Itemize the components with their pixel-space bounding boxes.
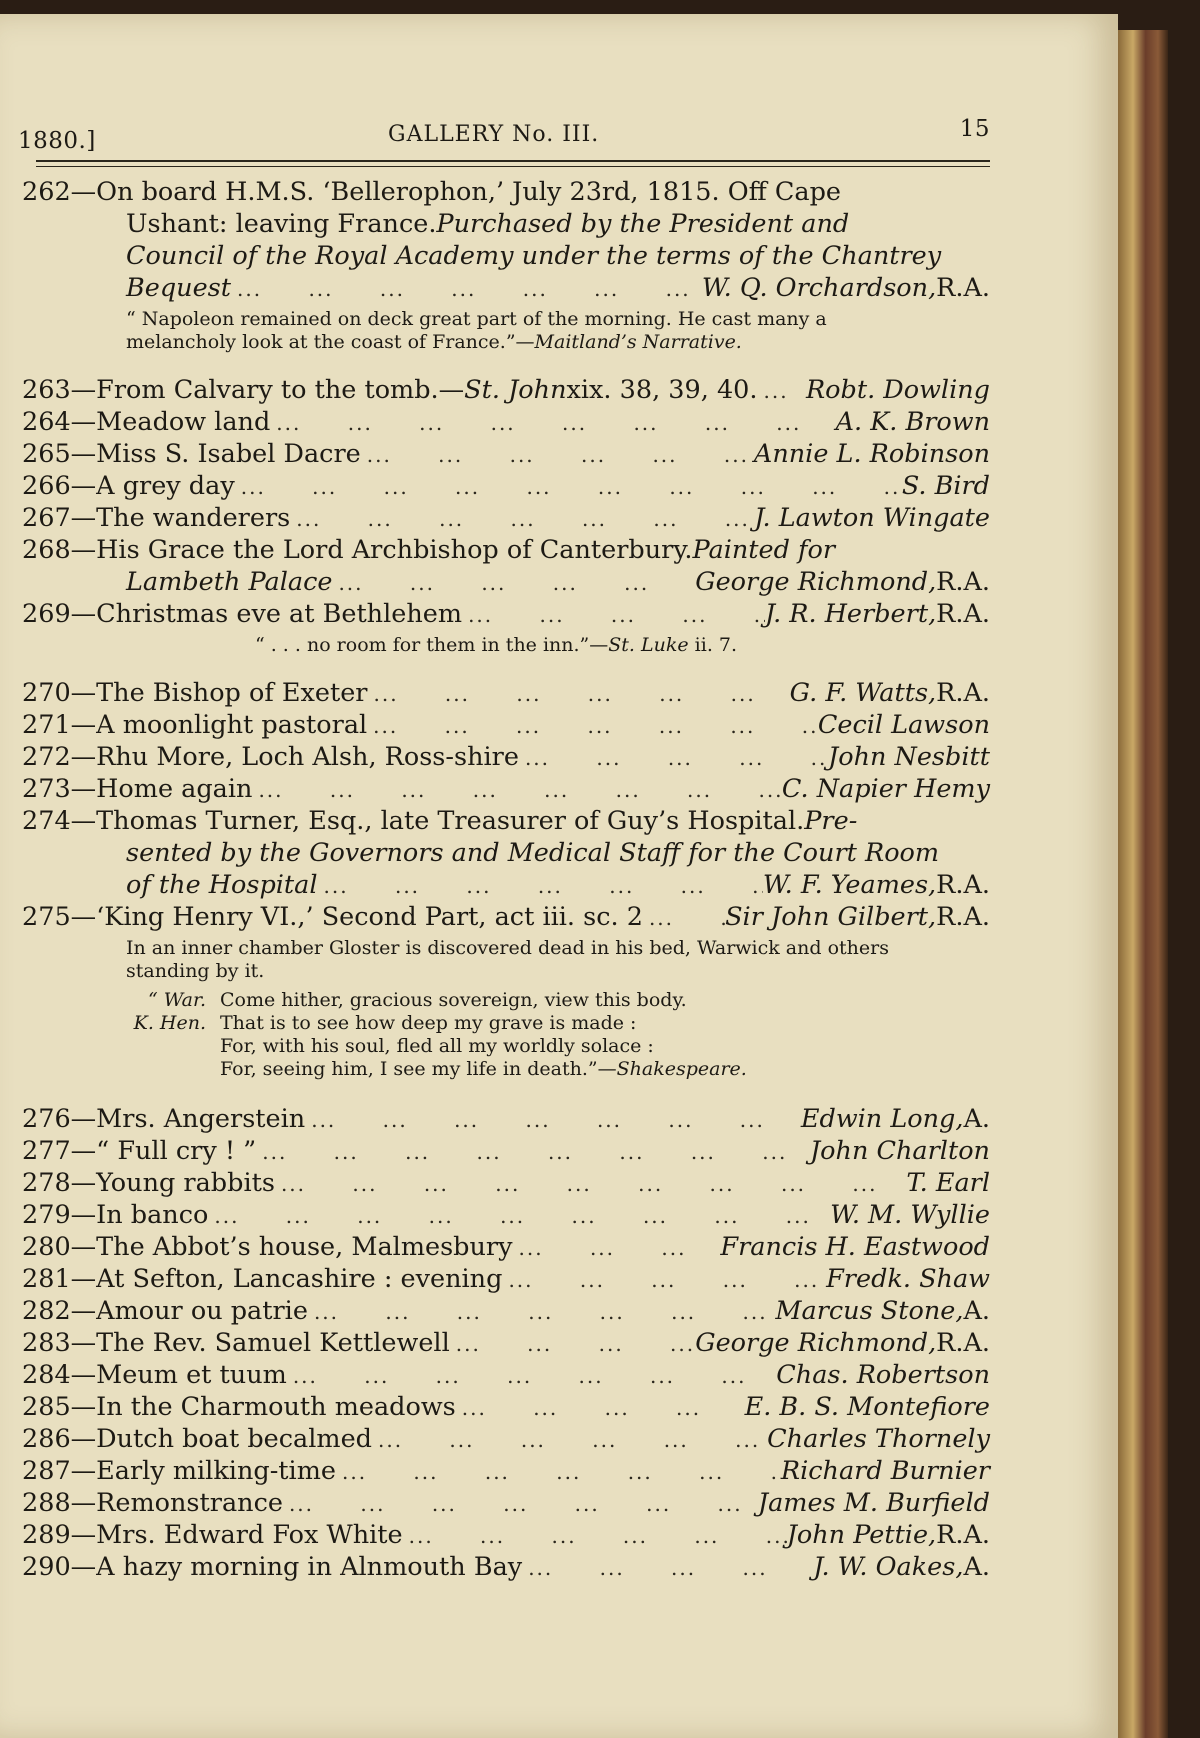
dot-leader [208,1200,830,1232]
entry-title: 270—The Bishop of Exeter [22,678,368,708]
entry-title: 275—‘King Henry VI.,’ Second Part, act iii. sc. 2 [22,902,643,932]
artist-honour: R.A. [936,902,990,932]
entry-title-italic: Lambeth Palace [126,567,333,597]
catalogue-entry [22,1135,990,1167]
entry-title: 273—Home again [22,774,253,804]
artist-name: Richard Burnier [780,1456,990,1486]
artist-name: James M. Burfield [757,1488,990,1518]
dot-leader [332,567,695,599]
entry-title: 272—Rhu More, Loch Alsh, Ross-shire [22,742,519,772]
note-text: “ Napoleon remained on deck great part of the morning. He cast many a melancholy look at the coast of France.”— [126,308,827,353]
page-header [18,110,990,154]
catalogue-entry [22,502,990,534]
entry-title-italic: sented by the Governors and Medical Staff for the Court Room [126,838,940,868]
entry-title: 285—In the Charmouth meadows [22,1392,456,1422]
artist-name: W. Q. Orchardson, [701,273,937,303]
entry-line [22,773,990,805]
dot-leader [403,1520,787,1552]
dot-leader [450,1328,695,1360]
entry-line [22,1199,990,1231]
entry-line [22,438,990,470]
catalogue-entry [22,1487,990,1519]
catalogue-entry [22,176,990,354]
entry-line [22,534,990,566]
entry-note [22,937,990,983]
entry-title-italic: of the Hospital [126,870,318,900]
verse-line [22,1035,990,1058]
artist-name: Annie L. Robinson [753,439,990,469]
verse-line [22,1058,990,1081]
catalogue-entry [22,1359,990,1391]
entry-line [22,1487,990,1519]
artist-honour: A. [963,1552,990,1582]
entry-note [22,634,990,657]
entry-title: 279—In banco [22,1200,209,1230]
artist-name: Sir John Gilbert, [725,902,937,932]
dot-leader [513,1232,721,1264]
entry-line [22,470,990,502]
entry-line [22,1455,990,1487]
entry-title: 271—A moonlight pastoral [22,710,368,740]
entry-line [22,598,990,630]
book-edge [1118,30,1168,1738]
entry-spacer [22,360,990,374]
catalogue-entry [22,805,990,901]
entry-line [22,1103,990,1135]
entry-line [22,1167,990,1199]
artist-honour: R.A. [936,678,990,708]
entry-title: 282—Amour ou patrie [22,1296,308,1326]
entry-title-italic: Council of the Royal Academy under the terms of the Chantrey [126,241,942,271]
entry-line [22,1519,990,1551]
dot-leader [287,1360,776,1392]
entry-line [22,1327,990,1359]
entry-line [22,741,990,773]
artist-name: A. K. Brown [835,407,990,437]
entry-title: 277—“ Full cry ! ” [22,1136,257,1166]
entry-line [22,1263,990,1295]
entry-title: 263—From Calvary to the tomb.— [22,375,465,405]
entry-line [22,677,990,709]
catalogue-entry [22,438,990,470]
dot-leader [231,273,702,305]
dot-leader [367,710,818,742]
artist-name: John Charlton [809,1136,990,1166]
entry-title: 280—The Abbot’s house, Malmesbury [22,1232,513,1262]
entry-line [22,709,990,741]
artist-name: C. Napier Hemy [781,774,990,804]
catalogue-entry [22,1455,990,1487]
artist-honour: R.A. [936,1520,990,1550]
entry-title: 269—Christmas eve at Bethlehem [22,599,463,629]
catalogue-entry [22,773,990,805]
artist-name: Edwin Long, [800,1104,964,1134]
dot-leader [372,1424,767,1456]
entry-title: 284—Meum et tuum [22,1360,287,1390]
artist-name: George Richmond, [695,1328,937,1358]
entry-line [22,1231,990,1263]
dot-leader [283,1488,758,1520]
note-text: In an inner chamber Gloster is discovered dead in his bed, Warwick and others standing by it. [126,937,889,982]
note-text: “ . . . no room for them in the inn.”— [254,634,609,656]
dot-leader [368,678,790,710]
verse-text: Come hither, gracious sovereign, view this body. [220,989,687,1011]
entry-title: 288—Remonstrance [22,1488,283,1518]
catalogue-entry [22,741,990,773]
artist-honour: R.A. [936,273,990,303]
entry-title-italic: Bequest [126,273,232,303]
dot-leader [318,870,763,902]
dot-leader [270,407,835,439]
header-title: GALLERY No. III. [388,122,600,147]
header-rule [36,160,990,162]
artist-honour: A. [963,1296,990,1326]
entry-spacer [22,663,990,677]
catalogue-entry [22,1263,990,1295]
dot-leader [522,1552,813,1584]
artist-name: T. Earl [906,1168,990,1198]
verse-source: Shakespeare. [616,1058,747,1080]
artist-name: George Richmond, [695,567,937,597]
catalogue-entry [22,1391,990,1423]
dot-leader [252,774,781,806]
catalogue-entry [22,1167,990,1199]
entry-title: 276—Mrs. Angerstein [22,1104,306,1134]
entry-line [22,272,990,304]
entry-note [22,308,990,354]
entry-title-italic: Painted for [692,535,836,565]
verse-speaker: K. Hen. [133,1012,206,1034]
verse-line [22,1012,990,1035]
dot-leader [456,1392,745,1424]
entry-title-italic: Purchased by the President and [436,209,850,239]
artist-name: E. B. S. Montefiore [744,1392,990,1422]
artist-name: Chas. Robertson [776,1360,990,1390]
entry-line [22,176,990,208]
entry-line [22,1391,990,1423]
artist-name: J. Lawton Wingate [754,503,990,533]
catalogue-list [22,176,990,1583]
catalogue-entry [22,1199,990,1231]
entry-line [22,1551,990,1583]
note-source: St. Luke [608,634,689,656]
dot-leader [643,902,725,934]
verse-line [22,989,990,1012]
entry-title: 268—His Grace the Lord Archbishop of Canterbury. [22,535,693,565]
artist-name: Robt. Dowling [805,375,990,405]
dot-leader [256,1136,810,1168]
entry-title: 267—The wanderers [22,503,291,533]
entry-line [22,901,990,933]
entry-spacer [22,1089,990,1103]
catalogue-entry [22,470,990,502]
entry-title: 265—Miss S. Isabel Dacre [22,439,361,469]
entry-title-cont: xix. 38, 39, 40. [566,375,758,405]
verse-speaker [108,1058,220,1081]
artist-name: J. R. Herbert, [764,599,937,629]
page-number: 15 [959,116,990,142]
entry-title: 290—A hazy morning in Alnmouth Bay [22,1552,523,1582]
entry-line [22,406,990,438]
header-year: 1880.] [18,128,96,154]
artist-name: Francis H. Eastwood [720,1232,990,1262]
artist-honour: R.A. [936,1328,990,1358]
verse-text: For, seeing him, I see my life in death.”— [220,1058,617,1080]
catalogue-entry [22,677,990,709]
entry-line [22,805,990,837]
artist-name: J. W. Oakes, [813,1552,964,1582]
verse-speaker: “ War. [148,989,206,1011]
catalogue-entry [22,1295,990,1327]
artist-honour: R.A. [936,599,990,629]
dot-leader [502,1264,826,1296]
catalogue-entry [22,598,990,657]
catalogue-entry [22,374,990,406]
artist-name: Charles Thornely [767,1424,990,1454]
entry-line [22,1423,990,1455]
entry-title: 286—Dutch boat becalmed [22,1424,372,1454]
entry-title: 262—On board H.M.S. ‘Bellerophon,’ July 23rd, 1815. Off Cape [22,177,842,207]
artist-honour: R.A. [936,567,990,597]
artist-honour: A. [963,1104,990,1134]
catalogue-entry [22,534,990,598]
artist-name: W. M. Wyllie [830,1200,990,1230]
header-rule-thin [36,166,990,167]
artist-name: G. F. Watts, [789,678,937,708]
catalogue-entry [22,406,990,438]
verse-text: For, with his soul, fled all my worldly solace : [220,1035,654,1057]
entry-title: 278—Young rabbits [22,1168,275,1198]
entry-title: 289—Mrs. Edward Fox White [22,1520,403,1550]
dot-leader [290,503,754,535]
dot-leader [275,1168,906,1200]
catalogue-entry [22,709,990,741]
entry-line [22,1135,990,1167]
dot-leader [305,1104,801,1136]
entry-title: 287—Early milking-time [22,1456,336,1486]
book-page [0,14,1118,1738]
entry-title: 274—Thomas Turner, Esq., late Treasurer of Guy’s Hospital. [22,806,805,836]
artist-name: W. F. Yeames, [762,870,937,900]
artist-name: S. Bird [901,471,990,501]
dot-leader [336,1456,781,1488]
verse-text: That is to see how deep my grave is made : [220,1012,637,1034]
dot-leader [235,471,902,503]
artist-name: Cecil Lawson [817,710,990,740]
verse-speaker [108,1035,220,1058]
entry-title: 266—A grey day [22,471,235,501]
catalogue-entry [22,901,990,1081]
catalogue-entry [22,1519,990,1551]
entry-line [22,837,990,869]
entry-line [22,208,990,240]
entry-title: 264—Meadow land [22,407,271,437]
entry-title: 283—The Rev. Samuel Kettlewell [22,1328,450,1358]
entry-line [22,502,990,534]
artist-honour: R.A. [936,870,990,900]
entry-title-italic: St. John [464,375,567,405]
artist-name: John Nesbitt [828,742,990,772]
entry-title: Ushant: leaving France. [126,209,437,239]
catalogue-entry [22,1551,990,1583]
entry-line [22,1359,990,1391]
dot-leader [361,439,754,471]
dot-leader [519,742,828,774]
artist-name: John Pettie, [786,1520,937,1550]
dot-leader [308,1296,775,1328]
entry-line [22,1295,990,1327]
quoted-verse [22,989,990,1081]
catalogue-entry [22,1103,990,1135]
entry-line [22,240,990,272]
entry-title: 281—At Sefton, Lancashire : evening [22,1264,503,1294]
entry-title-italic: Pre- [804,806,858,836]
note-text: ii. 7. [688,634,738,656]
note-source: Maitland’s Narrative. [534,331,742,353]
artist-name: Marcus Stone, [775,1296,964,1326]
entry-line [22,374,990,406]
catalogue-entry [22,1231,990,1263]
entry-line [22,566,990,598]
artist-name: Fredk. Shaw [826,1264,990,1294]
dot-leader [462,599,765,631]
catalogue-entry [22,1423,990,1455]
dot-leader [758,375,806,407]
catalogue-entry [22,1327,990,1359]
entry-line [22,869,990,901]
